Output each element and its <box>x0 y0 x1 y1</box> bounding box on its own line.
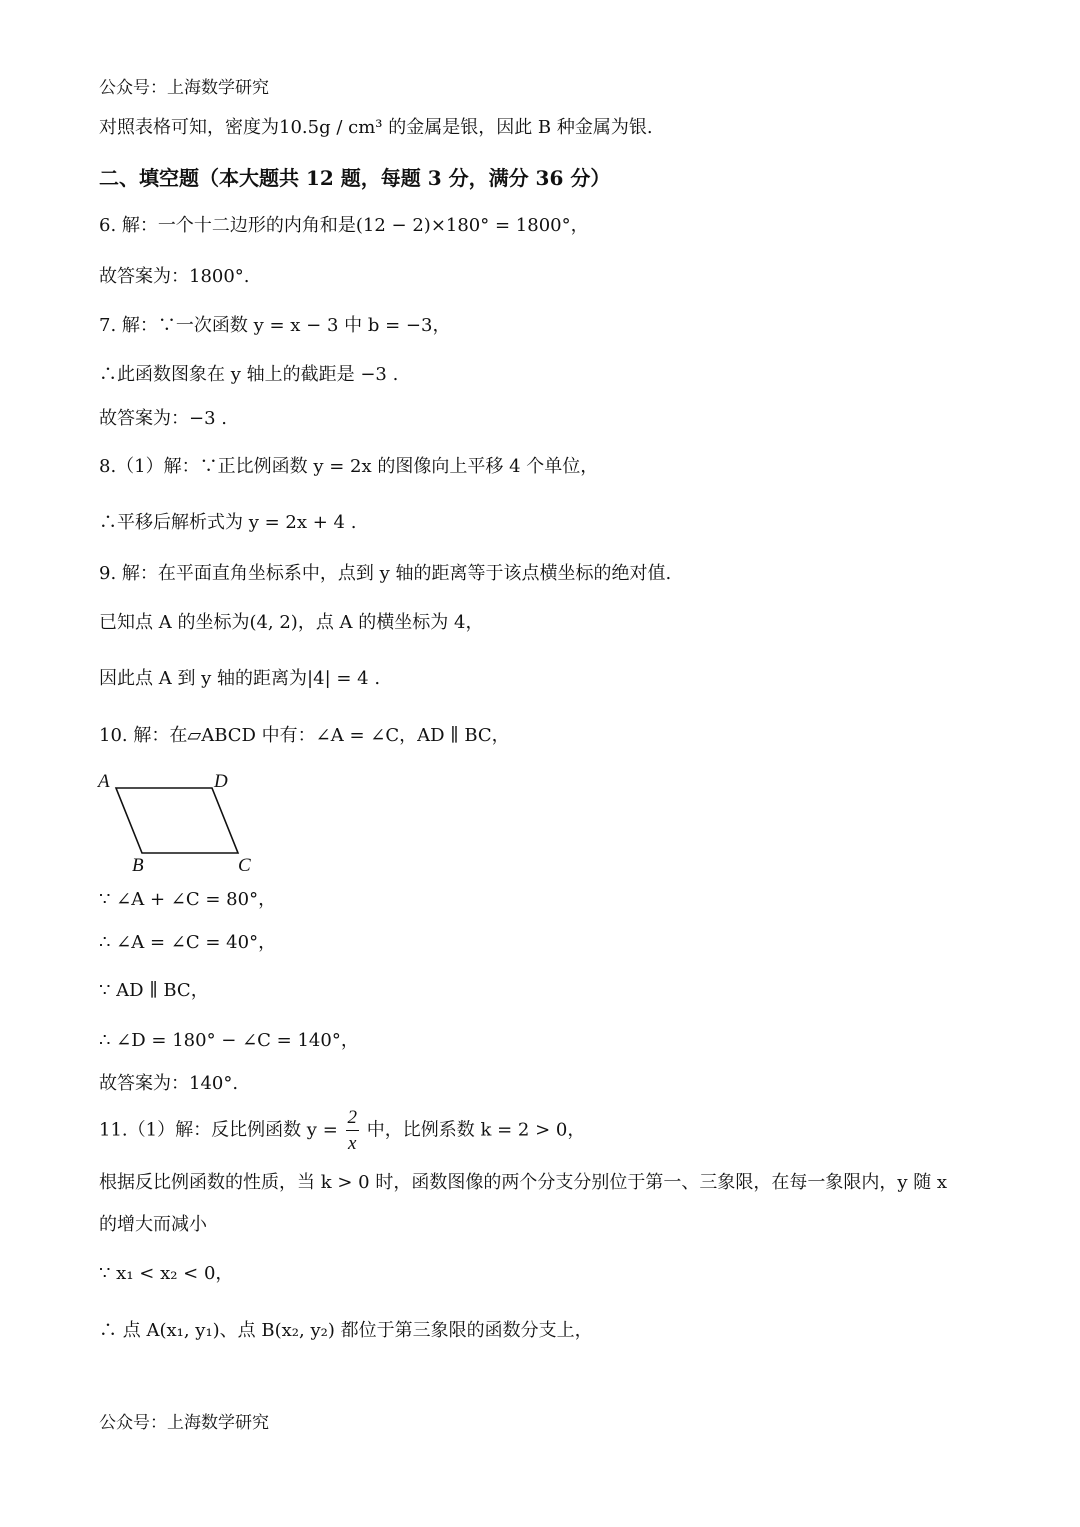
vertex-label-c: C <box>238 855 251 876</box>
text-line-density: 对照表格可知，密度为10.5g / cm³ 的金属是银，因此 B 种金属为银. <box>99 117 653 138</box>
answer-8: 8.（1）解：∵正比例函数 y = 2x 的图像向上平移 4 个单位， <box>99 456 599 477</box>
fraction-2-over-x <box>346 1108 360 1153</box>
answer-11-suffix: 中，比例系数 k = 2 > 0， <box>366 1119 586 1141</box>
parallelogram-figure <box>92 763 272 881</box>
answer-9-result: 因此点 A 到 y 轴的距离为|4| = 4 . <box>99 668 381 689</box>
answer-7-result: 故答案为：−3 . <box>99 408 227 429</box>
answer-10-angle-d: ∴ ∠D = 180° − ∠C = 140°， <box>99 1030 359 1051</box>
answer-7: 7. 解：∵一次函数 y = x − 3 中 b = −3， <box>99 315 451 336</box>
answer-10-parallel: ∵ AD ∥ BC， <box>99 980 209 1001</box>
answer-11-conclusion: ∴ 点 A(x₁, y₁)、点 B(x₂, y₂) 都位于第三象限的函数分支上， <box>99 1320 593 1341</box>
answer-10: 10. 解：在▱ABCD 中有：∠A = ∠C，AD ∥ BC， <box>99 725 510 746</box>
answer-11-property-cont: 的增大而减小 <box>99 1214 207 1235</box>
answer-11 <box>99 1108 585 1153</box>
answer-11-condition: ∵ x₁ < x₂ < 0， <box>99 1263 234 1284</box>
fraction-numerator: 2 <box>346 1108 360 1131</box>
header-source: 公众号：上海数学研究 <box>99 78 269 98</box>
answer-10-angles: ∴ ∠A = ∠C = 40°， <box>99 932 277 953</box>
parallelogram-shape <box>116 788 238 853</box>
answer-8-result: ∴平移后解析式为 y = 2x + 4 . <box>99 512 357 533</box>
vertex-label-b: B <box>132 855 144 876</box>
answer-6-result: 故答案为：1800°. <box>99 266 250 287</box>
answer-6: 6. 解：一个十二边形的内角和是(12 − 2)×180° = 1800°， <box>99 215 589 236</box>
answer-10-result: 故答案为：140°. <box>99 1073 239 1094</box>
vertex-label-a: A <box>98 771 110 792</box>
answer-9: 9. 解：在平面直角坐标系中，点到 y 轴的距离等于该点横坐标的绝对值. <box>99 563 672 584</box>
answer-10-sum: ∵ ∠A + ∠C = 80°， <box>99 889 277 910</box>
fraction-denominator: x <box>348 1133 357 1154</box>
answer-11-property: 根据反比例函数的性质，当 k > 0 时，函数图像的两个分支分别位于第一、三象限，在每一象限内，y 随 x <box>99 1172 948 1193</box>
answer-11-prefix: 11.（1）解：反比例函数 y = <box>99 1119 338 1141</box>
answer-9-coords: 已知点 A 的坐标为(4, 2)，点 A 的横坐标为 4， <box>99 612 484 633</box>
answer-7-intercept: ∴此函数图象在 y 轴上的截距是 −3 . <box>99 364 399 385</box>
section-title: 二、填空题（本大题共 12 题，每题 3 分，满分 36 分） <box>99 166 611 190</box>
vertex-label-d: D <box>214 771 228 792</box>
footer-source: 公众号：上海数学研究 <box>99 1413 269 1433</box>
